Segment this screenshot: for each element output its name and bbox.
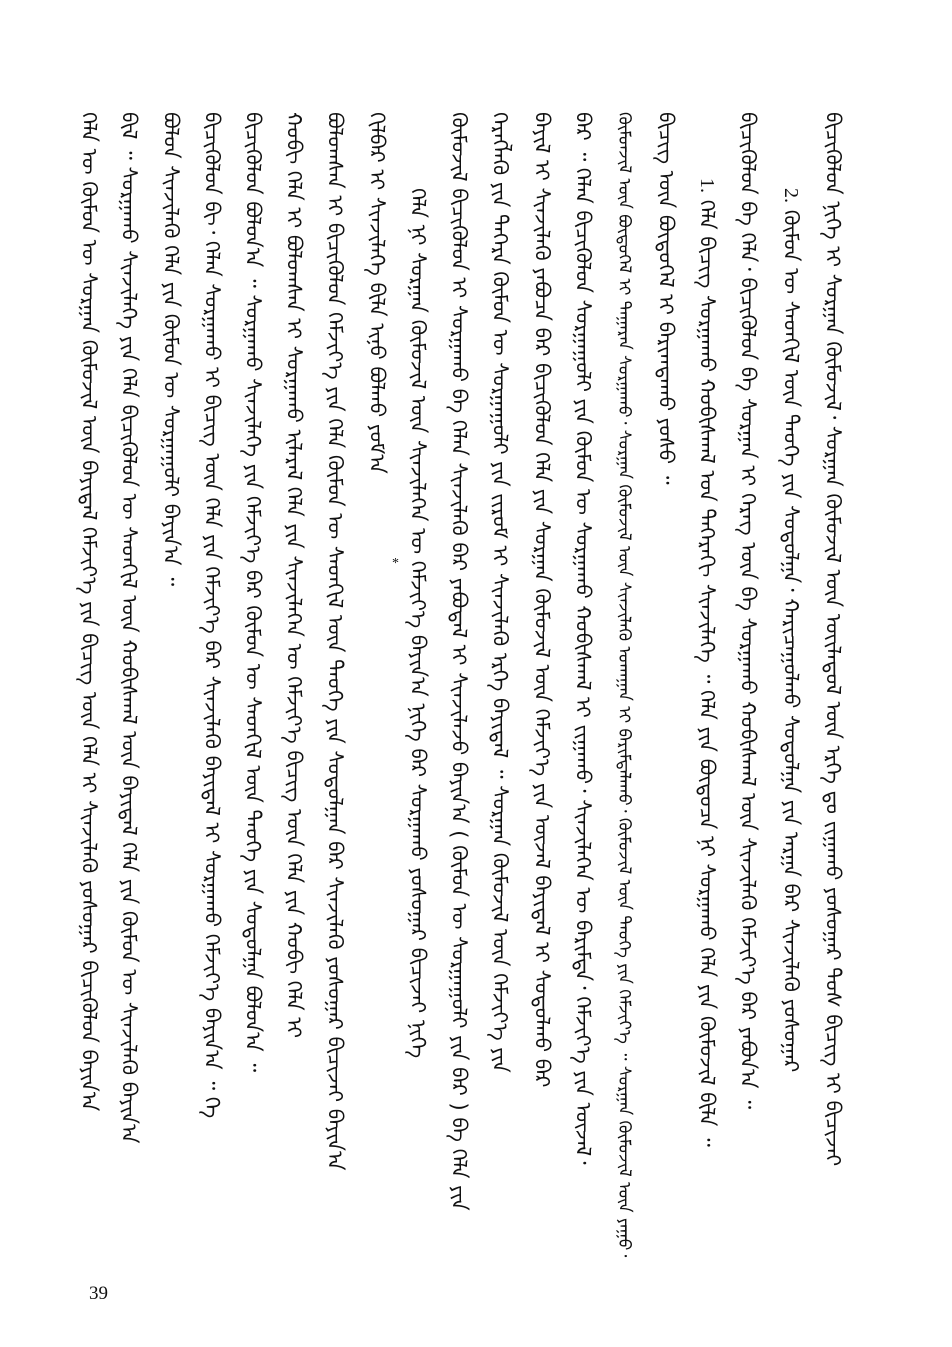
text-column-1 (820, 112, 846, 1166)
column-text: ᠬᠡᠷᠡᠭᠯᠡᠬᠦ ᠶᠢᠨ ᠳᠡᠭᠡᠷᠡ ᠬᠦᠮᠦᠨ ᠦ ᠰᠤᠷᠭᠠᠭᠤᠯᠢ ᠶᠢᠨ ᠵᠢᠷᠤᠮ ᠢ ᠰᠢᠨᠵᠢᠯᠡᠬᠦ ᠡᠷᠬᠡ ᠪᠠᠶᠢᠳᠠᠯ ᠃ ᠰᠤᠷᠭᠠᠨ ᠬᠦᠮᠦᠵᠢᠯ ᠦᠨ ᠬᠡᠮᠵᠢᠶ᠎ᠡ ᠶᠢᠨ (488, 112, 512, 1073)
text-column-3 (735, 112, 761, 1109)
text-column-2 (778, 188, 804, 1072)
column-text: ᠪᠢᠴᠢᠭᠦᠯᠦᠨ ᠪᠠ ᠬᠡᠯᠡ᠂ ᠪᠢᠴᠢᠭᠦᠯᠦᠨ ᠪᠠ ᠰᠤᠷᠭᠠᠨ ᠢ ᠬᠡᠷᠡᠭ ᠦᠨ ᠪᠠ ᠰᠤᠷᠭᠠᠬᠤ ᠬᠤᠪᠢᠰᠬᠠᠯ ᠦᠨ ᠰᠢᠨᠵᠢᠯᠡᠬᠦ ᠬᠡᠮᠵᠢᠶ᠎ᠡ ᠪᠡᠷ ᠶᠠᠪᠤᠨ᠎ᠠ ᠃ (736, 112, 760, 1110)
column-text: ᠬᠡᠯᠡ ᠨᠢ ᠰᠤᠷᠭᠠᠨ ᠬᠦᠮᠦᠵᠢᠯ ᠦᠨ ᠰᠢᠨᠵᠢᠯᠡᠭᠡᠨ ᠦ ᠬᠡᠮᠵᠢᠶ᠎ᠡ ᠪᠠᠶᠢᠨ᠎ᠠ ᠨᠢᠭᠡ ᠪᠡᠷ ᠰᠤᠷᠭᠠᠬᠤ ᠶᠤᠰᠤᠭᠠᠷ ᠪᠢᠴᠢᠵᠡᠢ ᠨᠢᠭᠡ (406, 188, 430, 1059)
page-number: 39 (89, 1283, 108, 1304)
column-text: ᠪᠢᠴᠢᠭ ᠦᠨ ᠪᠦᠲᠦᠭᠡᠯ ᠢ ᠪᠠᠷᠢᠭᠳᠠᠬᠤ ᠶᠤᠰᠤ ᠃ (654, 112, 678, 485)
column-text: ᠪᠢᠴᠢᠭᠦᠯᠦᠨ ᠪᠢ᠂ ᠬᠡᠯᠡᠨ ᠰᠤᠷᠭᠠᠬᠤ ᠢ ᠪᠢᠴᠢᠭ ᠦᠨ ᠬᠡᠯᠡ ᠶᠢᠨ ᠬᠡᠮᠵᠢᠶ᠎ᠡ ᠪᠠᠷ ᠰᠢᠨᠵᠢᠯᠡᠬᠦ ᠪᠠᠶᠢᠳᠠᠯ ᠢ ᠰᠤᠷᠭᠠᠬᠤ ᠬᠡᠮᠵᠢᠶ᠎ᠡ ᠪᠠᠶᠢᠨ᠎ᠠ ᠃ ᠬᠡ (200, 112, 224, 1119)
column-text: ᠪᠢᠯ ᠃ ᠰᠤᠷᠭᠠᠬᠤ ᠰᠢᠨᠵᠢᠯᠡᠭᠡ ᠶᠢᠨ ᠬᠡᠯᠡ ᠪᠢᠴᠢᠭᠦᠯᠦᠨ ᠦ ᠰᠡᠳᠬᠢᠯ ᠦᠨ ᠬᠤᠪᠢᠰᠬᠠᠯ ᠦᠨ ᠪᠠᠶᠢᠳᠠᠯ ᠬᠡᠯᠡ ᠶᠢᠨ ᠬᠦᠮᠦᠨ ᠦ ᠰᠢᠨᠵᠢᠯᠡᠬᠦ ᠪᠠᠶᠢᠨ᠎ᠠ (117, 112, 141, 1144)
column-text: ᠪᠠᠶᠢᠯ ᠢ ᠰᠢᠨᠵᠢᠯᠡᠬᠦ ᠶᠠᠪᠤᠴᠠ ᠪᠠᠷ ᠪᠢᠴᠢᠭᠦᠯᠦᠨ ᠬᠡᠯᠡ ᠶᠢᠨ ᠰᠤᠷᠭᠠᠨ ᠬᠦᠮᠦᠵᠢᠯ ᠦᠨ ᠬᠡᠮᠵᠢᠶ᠎ᠡ ᠶᠢᠨ ᠦᠵᠡᠯ ᠪᠠᠶᠢᠳᠠᠯ ᠢ ᠰᠤᠳᠤᠯᠬᠤ ᠪᠠᠷ (530, 112, 554, 1088)
footnote-asterisk: * (392, 556, 399, 571)
text-column-4 (694, 178, 720, 1147)
column-text: ᠪᠣᠯᠤᠨ ᠰᠢᠨᠵᠢᠯᠡᠬᠦ ᠬᠡᠯᠡ ᠶᠢᠨ ᠬᠦᠮᠦᠨ ᠦ ᠰᠤᠷᠭᠠᠭᠤᠯᠢ ᠪᠠᠶᠢᠨ᠎ᠠ ᠃ (159, 112, 183, 587)
text-column-18 (116, 112, 142, 1144)
column-text: ᠬᠡᠯᠡ ᠪᠢᠴᠢᠭ ᠰᠤᠷᠭᠠᠬᠤ ᠬᠤᠪᠢᠰᠬᠠᠯ ᠤᠨ ᠳᠡᠭᠡᠷᠡᠬᠢ ᠰᠢᠨᠵᠢᠯᠡᠭᠡ ᠃ ᠬᠡᠯᠡ ᠶᠢᠨ ᠪᠦᠲᠦᠴᠡ ᠨᠢ ᠰᠤᠷᠭᠠᠬᠤ ᠬᠡᠯᠡ ᠶᠢᠨ ᠬᠦᠮᠦᠵᠢᠯ ᠪᠢᠯᠡ ᠃ (695, 199, 719, 1147)
text-column-9 (487, 112, 513, 1073)
text-column-14 (281, 112, 307, 1038)
text-column-19 (76, 112, 102, 1111)
column-text: ᠬᠡᠯᠡ ᠦ ᠬᠦᠮᠦᠨ ᠦ ᠰᠤᠷᠭᠠᠨ ᠬᠦᠮᠦᠵᠢᠯ ᠦᠨ ᠪᠠᠶᠢᠳᠠᠯ ᠬᠡᠮᠵᠢᠶ᠎ᠡ ᠶᠢᠨ ᠪᠢᠴᠢᠭ ᠦᠨ ᠬᠡᠯᠡ ᠢ ᠰᠢᠨᠵᠢᠯᠡᠬᠦ ᠶᠤᠰᠤᠭᠠᠷ ᠪᠢᠴᠢᠭᠦᠯᠦᠨ ᠪᠠᠶᠢᠨ᠎ᠠ (77, 112, 101, 1112)
list-marker: 1. (696, 178, 718, 193)
list-marker: 2. (780, 188, 802, 203)
column-text: ᠪᠣᠯᠤᠭᠰᠠᠨ ᠢ ᠪᠢᠴᠢᠭᠦᠯᠦᠨ ᠬᠡᠮᠵᠢᠶ᠎ᠡ ᠶᠢᠨ ᠬᠡᠯᠡ ᠬᠦᠮᠦᠨ ᠦ ᠰᠡᠳᠬᠢᠯ ᠦᠨ ᠲᠡᠦᠬᠡ ᠶᠢᠨ ᠰᠤᠳᠤᠯᠭᠠᠨ ᠪᠡᠷ ᠰᠢᠨᠵᠢᠯᠡᠬᠦ ᠶᠤᠰᠤᠭᠠᠷ ᠪᠢᠴᠢᠵᠡᠢ ᠪᠠᠶᠢᠨ᠎ᠠ (323, 112, 347, 1171)
column-text: ᠬᠦᠮᠦᠨᠵᠢᠯ ᠦᠨ ᠪᠦᠲᠦᠭᠡᠯ ᠢ ᠳᠠᠭᠠᠷᠠᠨ ᠰᠤᠷᠭᠠᠬᠤ᠂ ᠰᠤᠷᠭᠠᠨ ᠬᠦᠮᠦᠵᠢᠯ ᠦᠨ ᠰᠢᠨᠵᠢᠯᠡᠬᠦ ᠤᠬᠠᠭᠠᠨ ᠢ ᠪᠠᠷᠢᠮᠲᠠᠯᠠᠬᠤ᠂ ᠬᠦᠮᠦᠵᠢᠯ ᠦᠨ ᠲᠡᠦᠬᠡ ᠶᠢᠨ ᠬᠡᠮᠵᠢᠶ᠎ᠡ ᠃ ᠰᠤᠷᠭᠠᠨ ᠬᠦᠮᠦᠵᠢᠯ ᠦᠨ ᠶᠠᠭᠤ᠂ (614, 112, 634, 1258)
text-column-15 (240, 112, 266, 1072)
text-column-8 (529, 112, 555, 1087)
text-column-7 (570, 112, 596, 1165)
text-column-12 (364, 112, 390, 474)
column-text: ᠪᠢᠴᠢᠭᠦᠯᠦᠨ ᠪᠣᠯᠤᠨ᠎ᠠ ᠃ ᠰᠤᠷᠭᠠᠬᠤ ᠰᠢᠨᠵᠢᠯᠡᠭᠡ ᠶᠢᠨ ᠬᠡᠮᠵᠢᠶ᠎ᠡ ᠪᠡᠷ ᠬᠦᠮᠦᠨ ᠦ ᠰᠡᠳᠬᠢᠯ ᠦᠨ ᠲᠡᠦᠬᠡ ᠶᠢᠨ ᠰᠤᠳᠤᠯᠭᠠ ᠪᠣᠯᠤᠨ᠎ᠠ ᠃ (241, 112, 265, 1073)
text-column-16 (199, 112, 225, 1118)
text-column-17 (158, 112, 184, 586)
text-column-10 (446, 112, 472, 1211)
text-column-5 (653, 112, 679, 485)
text-column-6 (611, 112, 637, 1257)
column-text: ᠪᠡᠷ ᠃ ᠬᠡᠯᠡᠨ ᠪᠢᠴᠢᠭᠦᠯᠦᠨ ᠰᠤᠷᠭᠠᠭᠤᠯᠢ ᠶᠢᠨ ᠬᠦᠮᠦᠨ ᠦ ᠰᠤᠷᠭᠠᠬᠤ ᠬᠤᠪᠢᠰᠬᠠᠯ ᠢ ᠵᠢᠭᠠᠬᠤ᠂ ᠰᠢᠨᠵᠢᠯᠡᠭᠡᠨ ᠦ ᠪᠠᠷᠢᠮᠲᠠ᠂ ᠬᠡᠮᠵᠢᠶ᠎ᠡ ᠶᠢᠨ ᠦᠵᠡᠯ᠂ (571, 112, 595, 1165)
column-text: ᠬᠦᠮᠦᠵᠢᠯ ᠪᠢᠴᠢᠭᠦᠯᠦᠨ ᠢ ᠰᠤᠷᠭᠠᠬᠤ ᠪᠠ ᠬᠡᠯᠡᠨ ᠰᠢᠨᠵᠢᠯᠡᠬᠦ ᠪᠠᠷ ᠶᠠᠪᠤᠳᠠᠯ ᠢ ᠰᠢᠨᠵᠢᠯᠡᠵᠦ ᠪᠠᠶᠢᠨ᠎ᠠ ( ᠬᠦᠮᠦᠨ ᠦ ᠰᠤᠷᠭᠠᠭᠤᠯᠢ ᠶᠢᠨ ᠪᠠᠷ ) ᠪᠠ ᠬᠡᠯᠡ ᠶᠢᠨ (447, 112, 471, 1211)
column-text: ᠬᠤᠪᠢ ᠬᠡᠯᠡ ᠢ ᠪᠣᠯᠤᠭᠰᠠᠨ ᠢ ᠰᠤᠷᠭᠠᠬᠤ ᠢᠯᠡᠷᠡᠯ ᠬᠡᠯᠡ ᠶᠢᠨ ᠰᠢᠨᠵᠢᠯᠡᠭᠡᠨ ᠦ ᠬᠡᠮᠵᠢᠶ᠎ᠡ ᠪᠢᠴᠢᠭ ᠦᠨ ᠬᠡᠯᠡ ᠶᠢᠨ ᠬᠤᠪᠢ ᠬᠡᠯᠡ ᠢ (282, 112, 306, 1039)
column-text: ᠪᠢᠴᠢᠭᠦᠯᠦᠨ ᠨᠢᠭᠡ ᠢ ᠰᠤᠷᠭᠠᠨ ᠬᠦᠮᠦᠵᠢᠯ᠂ ᠰᠤᠷᠭᠠᠨ ᠬᠦᠮᠦᠵᠢᠯ ᠦᠨ ᠦᠢᠯᠡᠳᠦᠯ ᠦᠨ ᠡᠷᠬᠡ ᠳᠤ ᠵᠢᠭᠠᠬᠤ ᠶᠤᠰᠤᠭᠠᠷ ᠲᠤᠰ ᠪᠢᠴᠢᠭ ᠢ ᠪᠢᠴᠢᠵᠡᠢ (821, 112, 845, 1167)
column-text: ᠬᠦᠮᠦᠨ ᠦ ᠰᠡᠳᠬᠢᠯ ᠦᠨ ᠲᠡᠦᠬᠡ ᠶᠢᠨ ᠰᠤᠳᠤᠯᠭᠠ᠂ ᠬᠠᠷᠢᠴᠠᠭᠤᠯᠬᠤ ᠰᠤᠳᠤᠯᠭᠠ ᠶᠢᠨ ᠠᠷᠭᠠ ᠪᠠᠷ ᠰᠢᠨᠵᠢᠯᠡᠬᠦ ᠶᠤᠰᠤᠭᠠᠷ (779, 209, 803, 1073)
column-text: ᠬᠢᠯᠪᠠᠷ ᠢ ᠰᠢᠨᠵᠢᠯᠡᠭᠡ ᠪᠢᠯᠡ ᠢᠨᠦ ᠪᠣᠯᠬᠤ ᠶᠤᠮ᠎ᠠ (365, 112, 389, 474)
text-column-11 (405, 188, 431, 1058)
text-column-13 (322, 112, 348, 1171)
